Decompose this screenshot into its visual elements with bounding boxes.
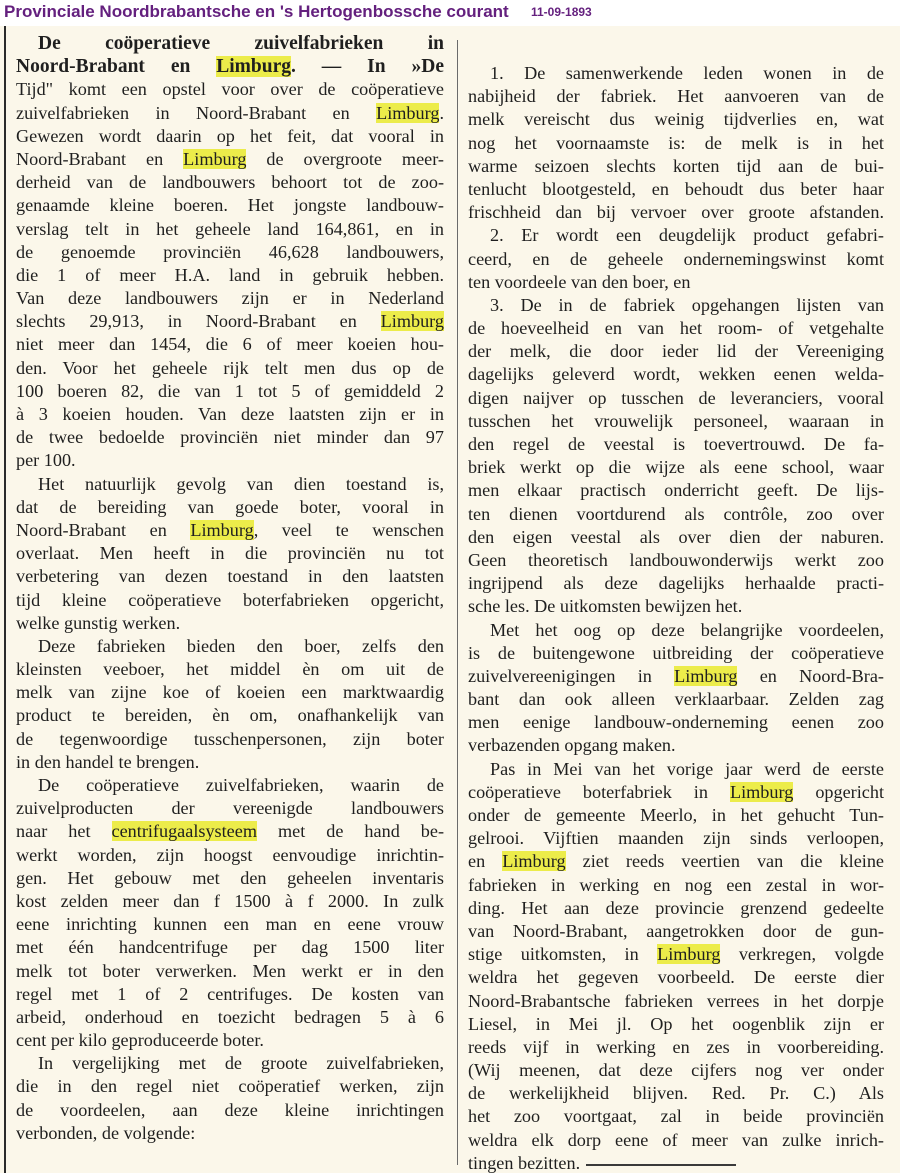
- text-line: Noord-Brabant en Limburg, veel te wenschen: [16, 519, 444, 540]
- text-line: Noord-Brabant en Limburg de overgroote meer-: [16, 148, 444, 169]
- text-line: Tijd" komt een opstel voor over de coöperatieve: [16, 79, 444, 100]
- text-line: warme seizoen slechts korten tijd aan de bui-: [468, 155, 884, 176]
- text-line: in den handel te brengen.: [16, 751, 200, 772]
- highlighted-term: Limburg: [216, 56, 291, 78]
- text-line: de twee bedoelde provinciën niet minder dan 97: [16, 427, 444, 448]
- text-line: ten dienen voortdurend als contrôle, zoo over: [468, 503, 884, 524]
- highlighted-term: centrifugaalsysteem: [111, 821, 257, 842]
- text-line: Met het oog op deze belangrijke voordeelen,: [490, 619, 884, 640]
- article-column-left: [16, 32, 444, 1145]
- text-line: den. Voor het geheele rijk telt men dus op de: [16, 357, 444, 378]
- highlighted-term: Limburg: [183, 148, 247, 169]
- highlighted-term: Limburg: [729, 781, 794, 802]
- text-line: melk van zijne koe of koeien een marktwaardig: [16, 682, 444, 703]
- text-line: verbonden, de volgende:: [16, 1122, 196, 1143]
- text-line: ceerd, en de geheele ondernemingswinst komt: [468, 248, 884, 269]
- text-line: 100 boeren 82, die van 1 tot 5 of gemiddeld 2: [16, 380, 444, 401]
- text-line: 3. De in de fabriek opgehangen lijsten van: [490, 294, 884, 315]
- text-line: Het natuurlijk gevolg van dien toestand is,: [38, 473, 444, 494]
- page-edge-line: [4, 26, 6, 1173]
- text-line: Pas in Mei van het vorige jaar werd de eerste: [490, 758, 884, 779]
- text-line: In vergelijking met de groote zuivelfabrieken,: [38, 1053, 444, 1074]
- text-line: nabijheid der fabriek. Het aanvoeren van de: [468, 86, 884, 107]
- text-line: regel met 1 of 2 centrifuges. De kosten van: [16, 983, 444, 1004]
- text-line: sche les. De uitkomsten bewijzen het.: [468, 596, 743, 617]
- highlighted-term: Limburg: [674, 665, 738, 686]
- text-line: slechts 29,913, in Noord-Brabant en Limburg: [16, 311, 444, 332]
- article-end-rule: [586, 1164, 736, 1166]
- text-line: tenlucht blootgesteld, en behoudt dus beter haar: [468, 178, 884, 199]
- text-line: genaamde kleine boeren. Het jongste landbouw-: [16, 195, 444, 216]
- text-line: de genoemde provinciën 46,628 landbouwers,: [16, 241, 444, 262]
- text-line: melk tot boter verwerken. Men werkt er in den: [16, 960, 444, 981]
- text-line: overlaat. Men heeft in die provinciën nu tot: [16, 543, 444, 564]
- text-line: ding. Het aan deze provincie grenzend gedeelte: [468, 897, 884, 918]
- text-line: arbeid, onderhoud en toezicht bedragen 5 à 6: [16, 1006, 444, 1027]
- text-line: die in den regel niet coöperatief werken, zijn: [16, 1076, 444, 1097]
- text-line: De coöperatieve zuivelfabrieken, waarin de: [38, 775, 444, 795]
- text-line: nog het voornaamste is: de melk is in het: [468, 132, 884, 153]
- text-line: product te bereiden, èn om, onafhankelijk van: [16, 705, 444, 726]
- text-line: de voordeelen, aan deze kleine inrichtingen: [16, 1099, 444, 1120]
- text-line: zuivelvereenigingen in Limburg en Noord-Bra-: [468, 665, 884, 686]
- text-line: der melk, die door ieder lid der Vereeniging: [468, 341, 884, 362]
- text-line: verbazenden opgang maken.: [468, 735, 676, 756]
- text-line: frischheid dan bij vervoer over groote afstanden.: [468, 202, 884, 223]
- text-line: stige uitkomsten, in Limburg verkregen, volgde: [468, 944, 884, 965]
- text-line: de werkelijkheid blijven. Red. Pr. C.) Als: [468, 1083, 884, 1104]
- text-line: digen naijver op tusschen de leveranciers, vooral: [468, 387, 884, 408]
- text-line: à 3 koeien houden. Van deze laatsten zijn er in: [16, 404, 444, 424]
- text-line: dat de bereiding van goede boter, vooral in: [16, 496, 444, 517]
- text-line: kleinsten veeboer, het middel èn om uit de: [16, 659, 444, 680]
- clipping-header: [0, 0, 900, 26]
- text-line: De coöperatieve zuivelfabrieken in: [38, 33, 444, 54]
- text-line: zuivelproducten der vereenigde landbouwers: [16, 798, 444, 819]
- text-line: men eenige landbouw-onderneming eenen zoo: [468, 712, 884, 733]
- text-line: welke gunstig werken.: [16, 612, 181, 633]
- text-line: melk vereischt dus weinig tijdverlies en, wat: [468, 109, 884, 130]
- column-divider: [457, 40, 458, 1165]
- text-line: verbetering van dezen toestand in den laatsten: [16, 566, 444, 587]
- text-line: bant dan ook alleen verklaarbaar. Zelden zag: [468, 689, 884, 710]
- text-line: niet meer dan 1454, die 6 of meer koeien hou-: [16, 334, 444, 355]
- text-line: ten voordeele van den boer, en: [468, 271, 691, 292]
- highlighted-term: Limburg: [657, 944, 721, 965]
- text-line: kost zelden meer dan f 1500 à f 2000. In zulk: [16, 890, 444, 911]
- text-line: derheid van de landbouwers behoort tot de zoo-: [16, 172, 444, 193]
- text-line: is de buitengewone uitbreiding der coöperatieve: [468, 642, 884, 663]
- text-line: werkt worden, zijn hoogst eenvoudige inrichtin-: [16, 844, 444, 865]
- text-line: zuivelfabrieken in Noord-Brabant en Limburg.: [16, 102, 444, 123]
- text-line: die 1 of meer H.A. land in gebruik hebben.: [16, 264, 444, 285]
- text-line: men elkaar practisch onderricht geeft. De lijs-: [468, 480, 884, 501]
- text-line: reeds vijf in werking en zes in voorbereiding.: [468, 1036, 884, 1057]
- text-line: den eigen veestal als over dien der naburen.: [468, 526, 884, 547]
- text-line: Van deze landbouwers zijn er in Nederland: [16, 288, 444, 309]
- text-line: en Limburg ziet reeds veertien van die kleine: [468, 851, 884, 872]
- text-line: 2. Er wordt een deugdelijk product gefabri-: [490, 225, 884, 246]
- text-line: onder de gemeente Meerlo, in het gehucht Tun-: [468, 805, 884, 825]
- text-line: de hoeveelheid en van het room- of vetgehalte: [468, 318, 884, 339]
- text-line: dagelijks geleverd wordt, wekken eenen welda-: [468, 364, 884, 385]
- highlighted-term: Limburg: [380, 311, 444, 332]
- text-line: verslag telt in het geheele land 164,861, en in: [16, 218, 444, 239]
- text-line: de tegenwoordige tusschenpersonen, zijn boter: [16, 728, 444, 749]
- text-line: gelrooi. Vijftien maanden zijn sinds verloopen,: [468, 828, 884, 849]
- text-line: naar het centrifugaalsysteem met de hand be-: [16, 821, 444, 842]
- text-line: Liesel, in Mei jl. Op het oogenblik zijn er: [468, 1013, 884, 1034]
- text-line: fabrieken in werking en nog een zestal in wor-: [468, 874, 884, 895]
- text-line: Noord-Brabantsche fabrieken verrees in het dorpje: [468, 990, 884, 1011]
- text-line: tusschen het vrouwelijk personeel, waaraan in: [468, 410, 884, 431]
- text-line: 1. De samenwerkende leden wonen in de: [490, 63, 884, 83]
- text-line: Deze fabrieken bieden den boer, zelfs den: [38, 635, 444, 656]
- text-line: van Noord-Brabant, aangetrokken door de gun-: [468, 920, 884, 941]
- article-column-right: [468, 62, 884, 1175]
- text-line: tijd kleine coöperatieve boterfabrieken opgericht,: [16, 589, 444, 610]
- text-line: Noord-Brabant en Limburg. — In »De: [16, 56, 444, 78]
- publication-date: 11-09-1893: [531, 5, 592, 19]
- text-line: weldra het gegeven voorbeeld. De eerste dier: [468, 967, 884, 988]
- text-line: het zoo voortgaat, zal in beide provinciën: [468, 1106, 884, 1127]
- text-line: coöperatieve boterfabriek in Limburg opgericht: [468, 781, 884, 802]
- highlighted-term: Limburg: [190, 519, 254, 540]
- text-line: Geen theoretisch landbouwonderwijs werkt zoo: [468, 549, 884, 570]
- text-line: eene inrichting kunnen een man en eene vrouw: [16, 914, 444, 935]
- text-line: ingrijpend als deze dagelijks herhaalde practi-: [468, 573, 884, 594]
- text-line: tingen bezitten.: [468, 1152, 581, 1173]
- text-line: (Wij meenen, dat deze cijfers nog ver onder: [468, 1060, 884, 1081]
- highlighted-term: Limburg: [502, 851, 566, 872]
- highlighted-term: Limburg: [376, 102, 440, 123]
- text-line: gen. Het gebouw met den geheelen inventaris: [16, 867, 444, 888]
- text-line: cent per kilo geproduceerde boter.: [16, 1030, 264, 1051]
- text-line: briek werkt op die wijze als eene school, waar: [468, 457, 884, 478]
- text-line: weldra elk dorp eene of meer van zulke inrich-: [468, 1129, 884, 1150]
- text-line: Gewezen wordt daarin op het feit, dat vooral in: [16, 125, 444, 146]
- text-line: met één handcentrifuge per dag 1500 liter: [16, 937, 444, 958]
- text-line: den regel de veestal is toevertrouwd. De fa-: [468, 434, 884, 454]
- newspaper-title: Provinciale Noordbrabantsche en 's Hertogenbossche courant: [4, 2, 509, 21]
- text-line: per 100.: [16, 450, 76, 471]
